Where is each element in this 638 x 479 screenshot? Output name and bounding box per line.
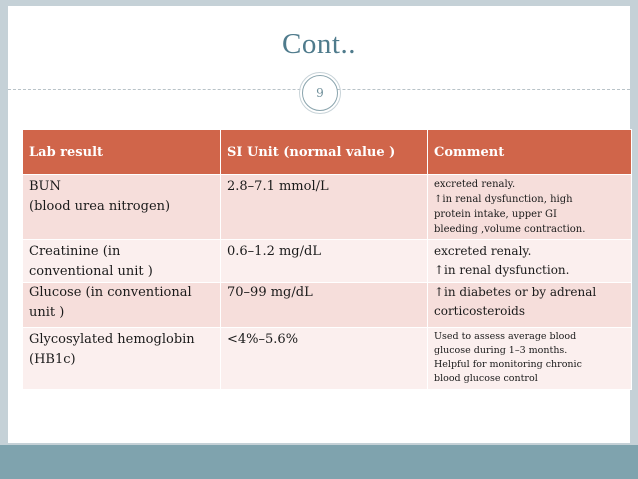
header-si-unit: SI Unit (normal value ) — [221, 130, 428, 175]
page-number-badge: 9 — [302, 75, 338, 111]
cell-unit: 2.8–7.1 mmol/L — [221, 175, 428, 240]
lab-results-table — [22, 129, 632, 390]
slide-title: Cont.. — [282, 28, 356, 60]
cell-comment: Used to assess average blood glucose during 1–3 months. Helpful for monitoring chronic blood glucose control — [428, 328, 632, 390]
header-lab-result: Lab result — [23, 130, 221, 175]
table-row — [23, 175, 632, 240]
cell-lab: Glycosylated hemoglobin (HB1c) — [23, 328, 221, 390]
footer-band — [0, 445, 638, 479]
table-row — [23, 240, 632, 283]
cell-lab: Glucose (in conventional unit ) — [23, 283, 221, 328]
cell-unit: <4%–5.6% — [221, 328, 428, 390]
header-comment: Comment — [428, 130, 632, 175]
cell-unit: 70–99 mg/dL — [221, 283, 428, 328]
cell-unit: 0.6–1.2 mg/dL — [221, 240, 428, 283]
cell-comment: excreted renaly. ↑in renal dysfunction. — [428, 240, 632, 283]
cell-comment: excreted renaly. ↑in renal dysfunction, high protein intake, upper GI bleeding ,volume contraction. — [428, 175, 632, 240]
table-header-row — [23, 130, 632, 175]
cell-lab: Creatinine (in conventional unit ) — [23, 240, 221, 283]
table-row — [23, 328, 632, 390]
cell-lab: BUN (blood urea nitrogen) — [23, 175, 221, 240]
cell-comment: ↑in diabetes or by adrenal corticosteroids — [428, 283, 632, 328]
table-row — [23, 283, 632, 328]
